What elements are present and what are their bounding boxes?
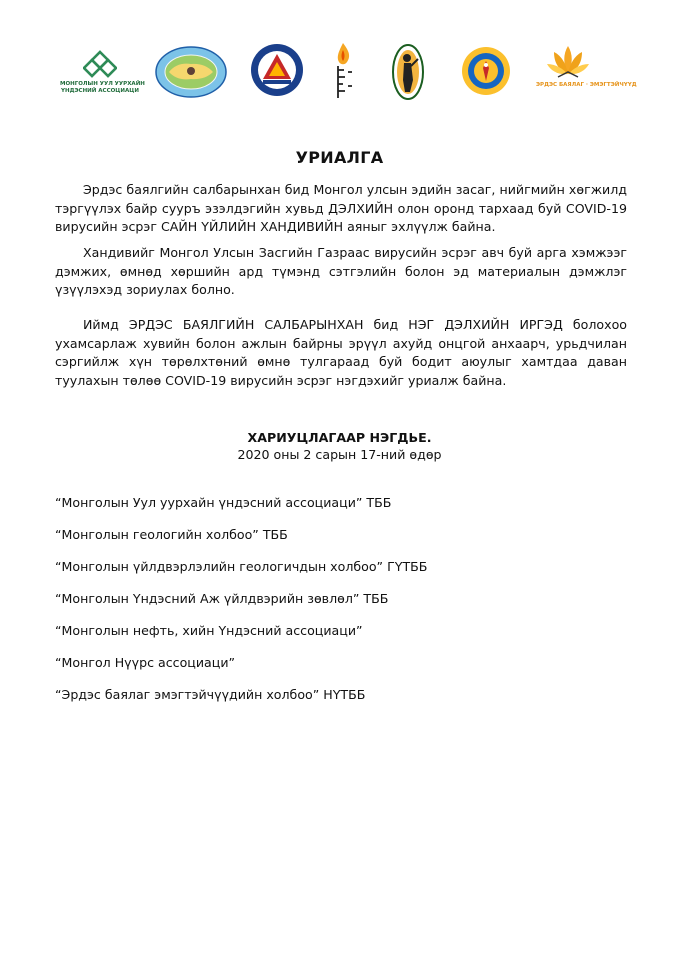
organization-item: “Монголын Үндэсний Аж үйлдвэрийн зөвлөл” ТББ <box>55 591 389 606</box>
organization-list <box>55 494 427 718</box>
women-in-mining-logo <box>546 44 590 80</box>
organization-item: “Монгол Нүүрс ассоциаци” <box>55 655 236 670</box>
paragraph-1: Эрдэс баялгийн салбарынхан бид Монгол улсын эдийн засаг, нийгмийн хөгжилд тэргүүлэх байр сууръ эзэлдэгийн хувьд ДЭЛХИЙН олон оронд тархаад буй COVID-19 вирусийн эсрэг САЙН ҮЙЛИЙН ХАНДИВИЙН аяныг эхлүүлж байна. <box>55 182 627 235</box>
sign-date: 2020 оны 2 сарын 17-ний өдөр <box>237 447 442 462</box>
mining-association-caption: МОНГОЛЫН УУЛ УУРХАЙН ҮНДЭСНИЙ АССОЦИАЦИ <box>60 81 145 94</box>
page-title: УРИАЛГА <box>295 148 384 167</box>
women-in-mining-caption: ЭРДЭС БАЯЛАГ · ЭМЭГТЭЙЧҮҮД <box>536 82 637 88</box>
organization-item: “Монголын Уул уурхайн үндэсний ассоциаци” ТББ <box>55 495 392 510</box>
oil-association-logo <box>330 42 356 102</box>
sign-heading: ХАРИУЦЛАГААР НЭГДЬЕ. <box>247 430 432 445</box>
organization-item: “Монголын үйлдвэрлэлийн геологичдын холбоо” ГҮТББ <box>55 559 428 574</box>
logo-bar <box>0 0 679 120</box>
paragraph-3: Иймд ЭРДЭС БАЯЛГИЙН САЛБАРЫНХАН бид НЭГ ДЭЛХИЙН ИРГЭД болохоо ухамсарлаж хувийн болон ажлын байрны эрүүл ахуйд онцгой анхаарч, урьдчилан сэргийлж хүн төрөлхтөний өмнө тулгараад буй бодит аюулыг хамтдаа даван туулахын төлөө COVID-19 вирусийн эсрэг нэгдэхийг уриалж байна. <box>55 317 627 388</box>
national-chamber-logo <box>461 46 511 96</box>
geological-society-logo <box>155 46 227 98</box>
mining-association-logo <box>83 50 117 80</box>
organization-item: “Монголын нефть, хийн Үндэсний ассоциаци” <box>55 623 363 638</box>
mining-worker-logo <box>392 44 424 100</box>
paragraph-2: Хандивийг Монгол Улсын Засгийн Газраас вирусийн эсрэг авч буй арга хэмжээг дэмжих, өмнөд хөршийн ард түмэнд сэтгэлийн болон эд материалын дэмжлэг үзүүлэхэд зориулах болно. <box>55 245 627 298</box>
industrial-geologists-logo <box>250 43 304 97</box>
organization-item: “Монголын геологийн холбоо” ТББ <box>55 527 288 542</box>
organization-item: “Эрдэс баялаг эмэгтэйчүүдийн холбоо” НҮТББ <box>55 687 366 702</box>
